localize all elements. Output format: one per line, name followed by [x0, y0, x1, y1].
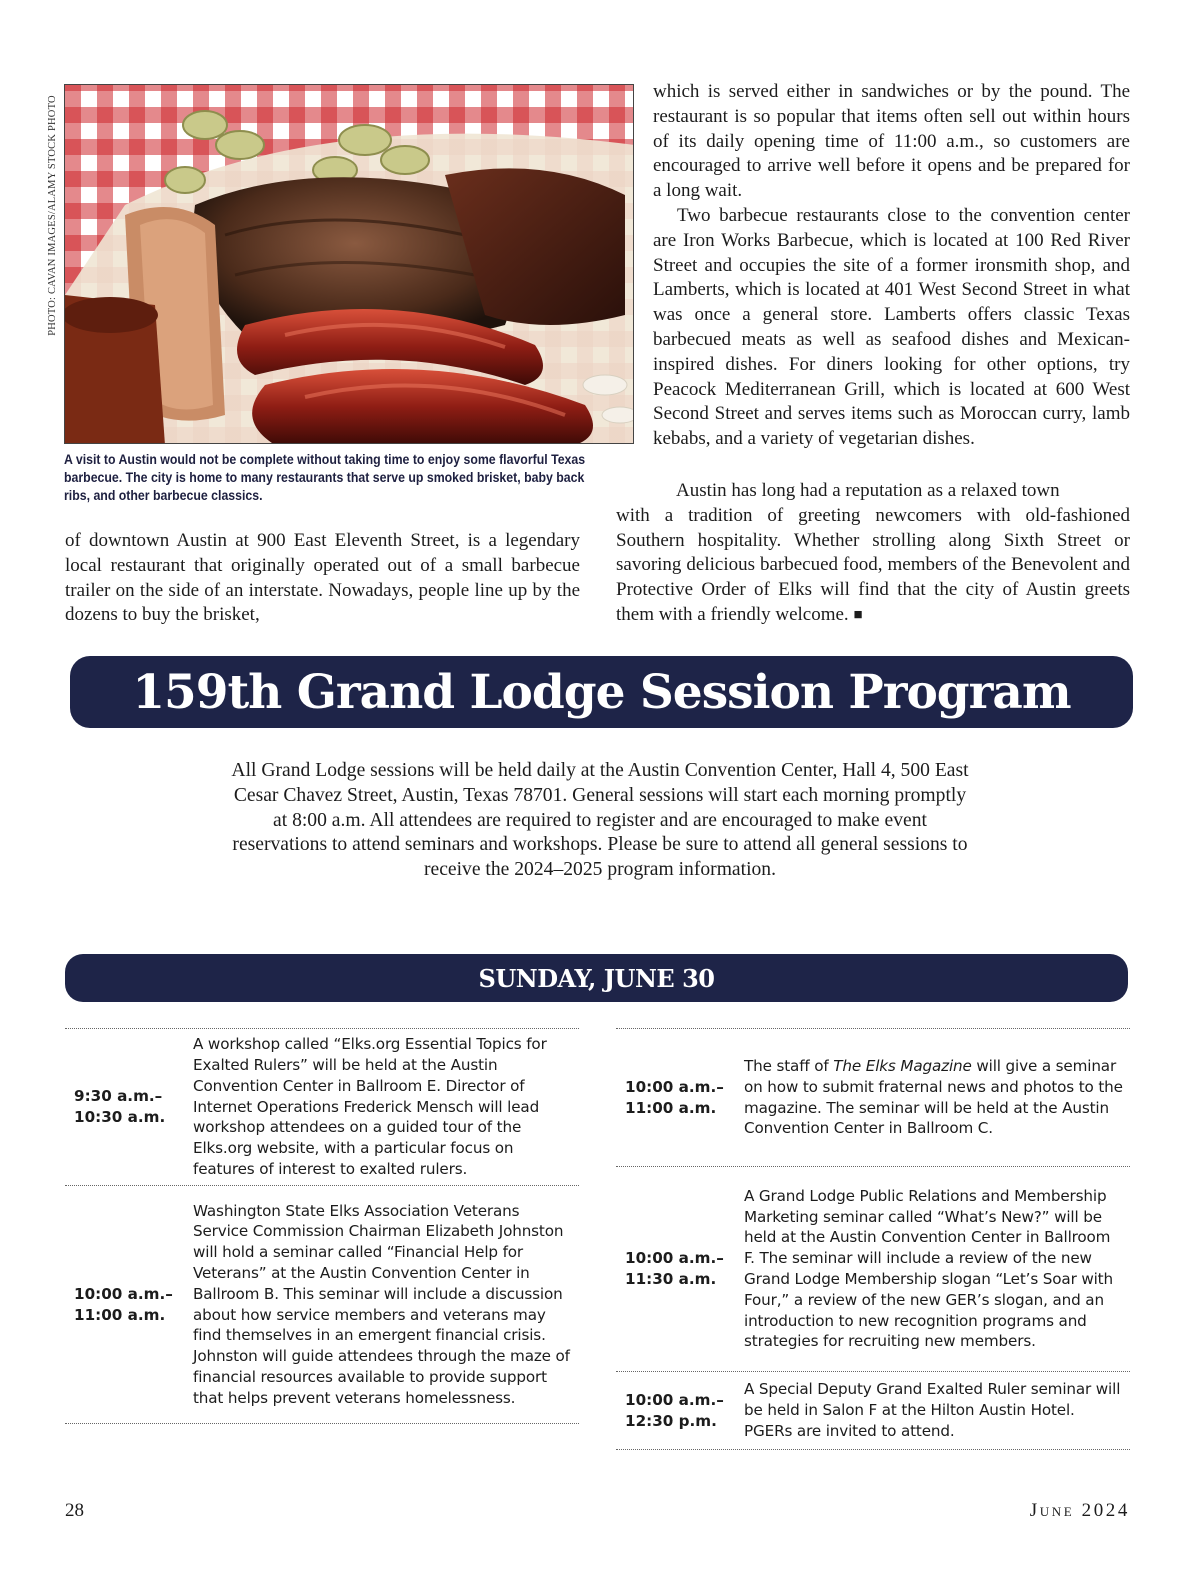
program-title-banner: [70, 656, 1133, 728]
schedule-row: [616, 1167, 1130, 1372]
article-paragraph-lead: Austin has long had a reputation as a relaxed town: [676, 480, 1060, 501]
program-intro: All Grand Lodge sessions will be held daily at the Austin Convention Center, Hall 4, 500 East Cesar Chavez Street, Austin, Texas 78701. General sessions will start each morning promptly at 8:00 a.m. All attendees are required to register and are encouraged to make event reservations to attend seminars and workshops. Please be sure to attend all general sessions to receive the 2024–2025 program information.: [231, 760, 969, 881]
schedule-row: [65, 1029, 579, 1186]
schedule-left: [65, 1028, 579, 1424]
article-right-column: [653, 80, 1130, 452]
schedule-row: [616, 1372, 1130, 1450]
day-title: SUNDAY, JUNE 30: [478, 963, 715, 993]
program-title: 159th Grand Lodge Session Program: [132, 664, 1071, 720]
barbecue-photo: [64, 84, 634, 444]
schedule-right: [616, 1028, 1130, 1450]
session-description: A Special Deputy Grand Exalted Ruler seminar will be held in Salon F at the Hilton Austin Hotel. PGERs are invited to attend.: [744, 1380, 1121, 1440]
session-description: The staff of The Elks Magazine will give a seminar on how to submit fraternal news and photos to the magazine. The seminar will be held at the Austin Convention Center in Ballroom C.: [744, 1056, 1123, 1138]
photo-caption: A visit to Austin would not be complete without taking time to enjoy some flavorful Texas barbecue. The city is home to many restaurants that serve up smoked brisket, baby back ribs, and other barbecue classics.: [64, 452, 586, 503]
session-description: Washington State Elks Association Veterans Service Commission Chairman Elizabeth Johnston will hold a seminar called “Financial Help for Veterans” at the Austin Convention Center in Ballroom B. This seminar will include a discussion about how service members and veterans may find themselves in an emergent financial crisis. Johnston will guide attendees through the maze of financial resources available to provide support that helps prevent veterans homelessness.: [193, 1201, 570, 1407]
session-time: 10:00 a.m.– 11:30 a.m.: [625, 1249, 724, 1288]
session-time: 10:00 a.m.– 11:00 a.m.: [74, 1284, 173, 1324]
day-header: [65, 954, 1128, 1002]
page-number: 28: [65, 1500, 84, 1521]
photo-credit: PHOTO: CAVAN IMAGES/ALAMY STOCK PHOTO: [46, 94, 58, 336]
end-mark-icon: ■: [853, 606, 863, 623]
session-description: A workshop called “Elks.org Essential Topics for Exalted Rulers” will be held at the Austin Convention Center in Ballroom E. Director of Internet Operations Frederick Mensch will lead workshop attendees on a guided tour of the Elks.org website, with a particular focus on features of interest to exalted rulers.: [193, 1035, 547, 1178]
article-right-column-wrap: [616, 479, 1130, 628]
article-paragraph: which is served either in sandwiches or by the pound. The restaurant is so popular that items often sell out within hours of its daily opening time of 11:00 a.m., so customers are encouraged to arrive well before it opens and be prepared for a long wait.: [653, 81, 1130, 202]
issue-date: June 2024: [1029, 1500, 1130, 1521]
article-paragraph: of downtown Austin at 900 East Eleventh Street, is a legendary local restaurant that originally operated out of a small barbecue trailer on the side of an interstate. Nowadays, people line up by the dozens to buy the brisket,: [65, 530, 580, 626]
session-time: 10:00 a.m.– 11:00 a.m.: [625, 1077, 724, 1117]
article-left-column: [65, 529, 580, 628]
schedule-row: [616, 1029, 1130, 1167]
article-paragraph: with a tradition of greeting newcomers with old-fashioned Southern hospitality. Whether strolling along Sixth Street or savoring delicious barbecued food, members of the Benevolent and Protective Order of Elks will find that the city of Austin greets them with a friendly welcome. ■: [616, 504, 1130, 625]
schedule-row: [65, 1186, 579, 1424]
barbecue-illustration: [65, 85, 634, 444]
session-description: A Grand Lodge Public Relations and Membership Marketing seminar called “What’s New?” will be held at the Austin Convention Center in Ballroom F. The seminar will include a review of the new Grand Lodge Membership slogan “Let’s Soar with Four,” a review of the new GER’s slogan, and an introduction to new recognition programs and strategies for recruiting new members.: [744, 1186, 1113, 1351]
session-time: 9:30 a.m.– 10:30 a.m.: [74, 1087, 166, 1126]
magazine-title: The Elks Magazine: [833, 1056, 972, 1075]
article-paragraph: Two barbecue restaurants close to the convention center are Iron Works Barbecue, which is located at 100 Red River Street and occupies the site of a former ironsmith shop, and Lamberts, which is located at 401 West Second Street in what was once a general store. Lamberts offers classic Texas barbecued meats as well as seafood dishes and Mexican-inspired dishes. For diners looking for other options, try Peacock Mediterranean Grill, which is located at 600 West Second Street and serves items such as Moroccan curry, lamb kebabs, and a variety of vegetarian dishes.: [653, 204, 1130, 450]
session-time: 10:00 a.m.– 12:30 p.m.: [625, 1390, 724, 1430]
